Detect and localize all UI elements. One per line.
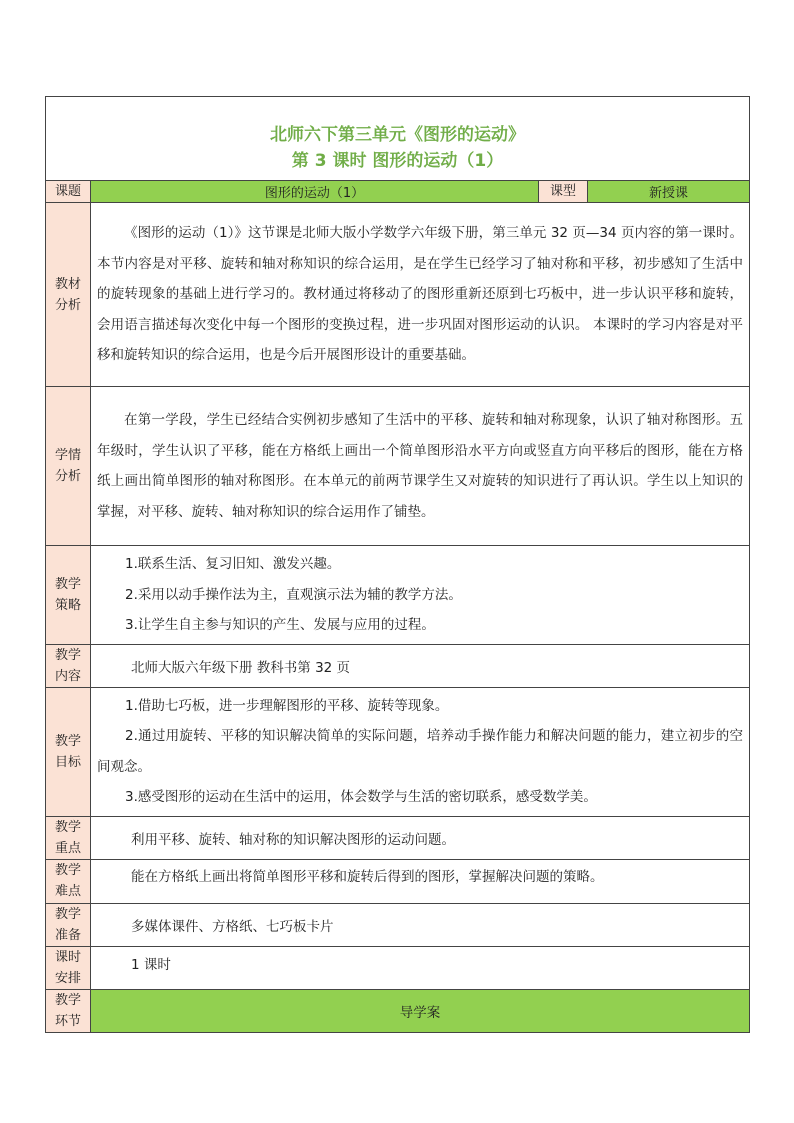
student-analysis-row — [46, 387, 750, 546]
textbook-analysis-content — [91, 203, 750, 387]
lesson-plan-document — [45, 96, 749, 1033]
lesson-plan-table — [45, 96, 750, 1033]
textbook-analysis-label: 教材 分析 — [46, 203, 91, 387]
textbook-analysis-text: 《图形的运动（1）》这节课是北师大版小学数学六年级下册，第三单元 32 页—34 页内容的第一课时。本节内容是对平移、旋转和轴对称知识的综合运用，是在学生已经学习了轴对称和平移，初步感知了生活中的旋转现象的基础上进行学习的。教材通过将移动了的图形重新还原到七巧板中，进一步认识平移和旋转，会用语言描述每次变化中每一个图形的变换过程，进一步巩固对图形运动的认识。 本课时的学习内容是对平移和旋转知识的综合运用，也是今后开展图形设计的重要基础。 — [97, 225, 743, 364]
goal-item: 1.借助七巧板，进一步理解图形的平移、旋转等现象。 — [125, 697, 449, 714]
topic-value: 图形的运动（1） — [91, 181, 539, 203]
key-points-label: 教学 重点 — [46, 816, 91, 859]
difficulties-text: 能在方格纸上画出将简单图形平移和旋转后得到的图形，掌握解决问题的策略。 — [91, 859, 750, 903]
teaching-goals-label: 教学 目标 — [46, 687, 91, 816]
teaching-strategy-row — [46, 546, 750, 645]
student-analysis-content — [91, 387, 750, 546]
title-line-1: 北师六下第三单元《图形的运动》 — [270, 124, 525, 145]
key-points-text: 利用平移、旋转、轴对称的知识解决图形的运动问题。 — [91, 816, 750, 859]
difficulties-row — [46, 859, 750, 903]
preparation-label: 教学 准备 — [46, 903, 91, 946]
difficulties-label: 教学 难点 — [46, 859, 91, 903]
strategy-item: 3.让学生自主参与知识的产生、发展与应用的过程。 — [125, 617, 435, 633]
teaching-steps-value: 导学案 — [91, 989, 750, 1032]
topic-label: 课题 — [46, 181, 91, 203]
student-analysis-text: 在第一学段，学生已经结合实例初步感知了生活中的平移、旋转和轴对称现象，认识了轴对称图形。五年级时，学生认识了平移，能在方格纸上画出一个简单图形沿水平方向或竖直方向平移后的图形，能在方格纸上画出简单图形的轴对称图形。在本单元的前两节课学生又对旋转的知识进行了再认识。学生以上知识的掌握，对平移、旋转、轴对称知识的综合运用作了铺垫。 — [97, 412, 743, 520]
preparation-row — [46, 903, 750, 946]
teaching-content-label: 教学 内容 — [46, 644, 91, 687]
topic-row — [46, 181, 750, 203]
textbook-analysis-row — [46, 203, 750, 387]
key-points-row — [46, 816, 750, 859]
title-line-2: 第 3 课时 图形的运动（1） — [291, 150, 504, 171]
strategy-item: 2.采用以动手操作法为主，直观演示法为辅的教学方法。 — [125, 586, 462, 603]
teaching-content-text: 北师大版六年级下册 教科书第 32 页 — [91, 644, 750, 687]
preparation-text: 多媒体课件、方格纸、七巧板卡片 — [91, 903, 750, 946]
title-row — [46, 97, 750, 181]
teaching-steps-label: 教学 环节 — [46, 989, 91, 1032]
type-label: 课型 — [539, 181, 588, 203]
schedule-row — [46, 946, 750, 989]
student-analysis-label: 学情 分析 — [46, 387, 91, 546]
goal-item: 3.感受图形的运动在生活中的运用，体会数学与生活的密切联系，感受数学美。 — [125, 789, 597, 805]
schedule-label: 课时 安排 — [46, 946, 91, 989]
schedule-text: 1 课时 — [91, 946, 750, 989]
strategy-item: 1.联系生活、复习旧知、激发兴趣。 — [125, 556, 341, 572]
goal-item: 2.通过用旋转、平移的知识解决简单的实际问题，培养动手操作能力和解决问题的能力，建立初步的空间观念。 — [97, 728, 743, 775]
teaching-content-row — [46, 644, 750, 687]
teaching-steps-row — [46, 989, 750, 1032]
type-value: 新授课 — [588, 181, 750, 203]
teaching-strategy-label: 教学 策略 — [46, 546, 91, 645]
teaching-strategy-content — [91, 546, 750, 645]
teaching-goals-row — [46, 687, 750, 816]
title-cell — [46, 97, 750, 181]
teaching-goals-content — [91, 687, 750, 816]
